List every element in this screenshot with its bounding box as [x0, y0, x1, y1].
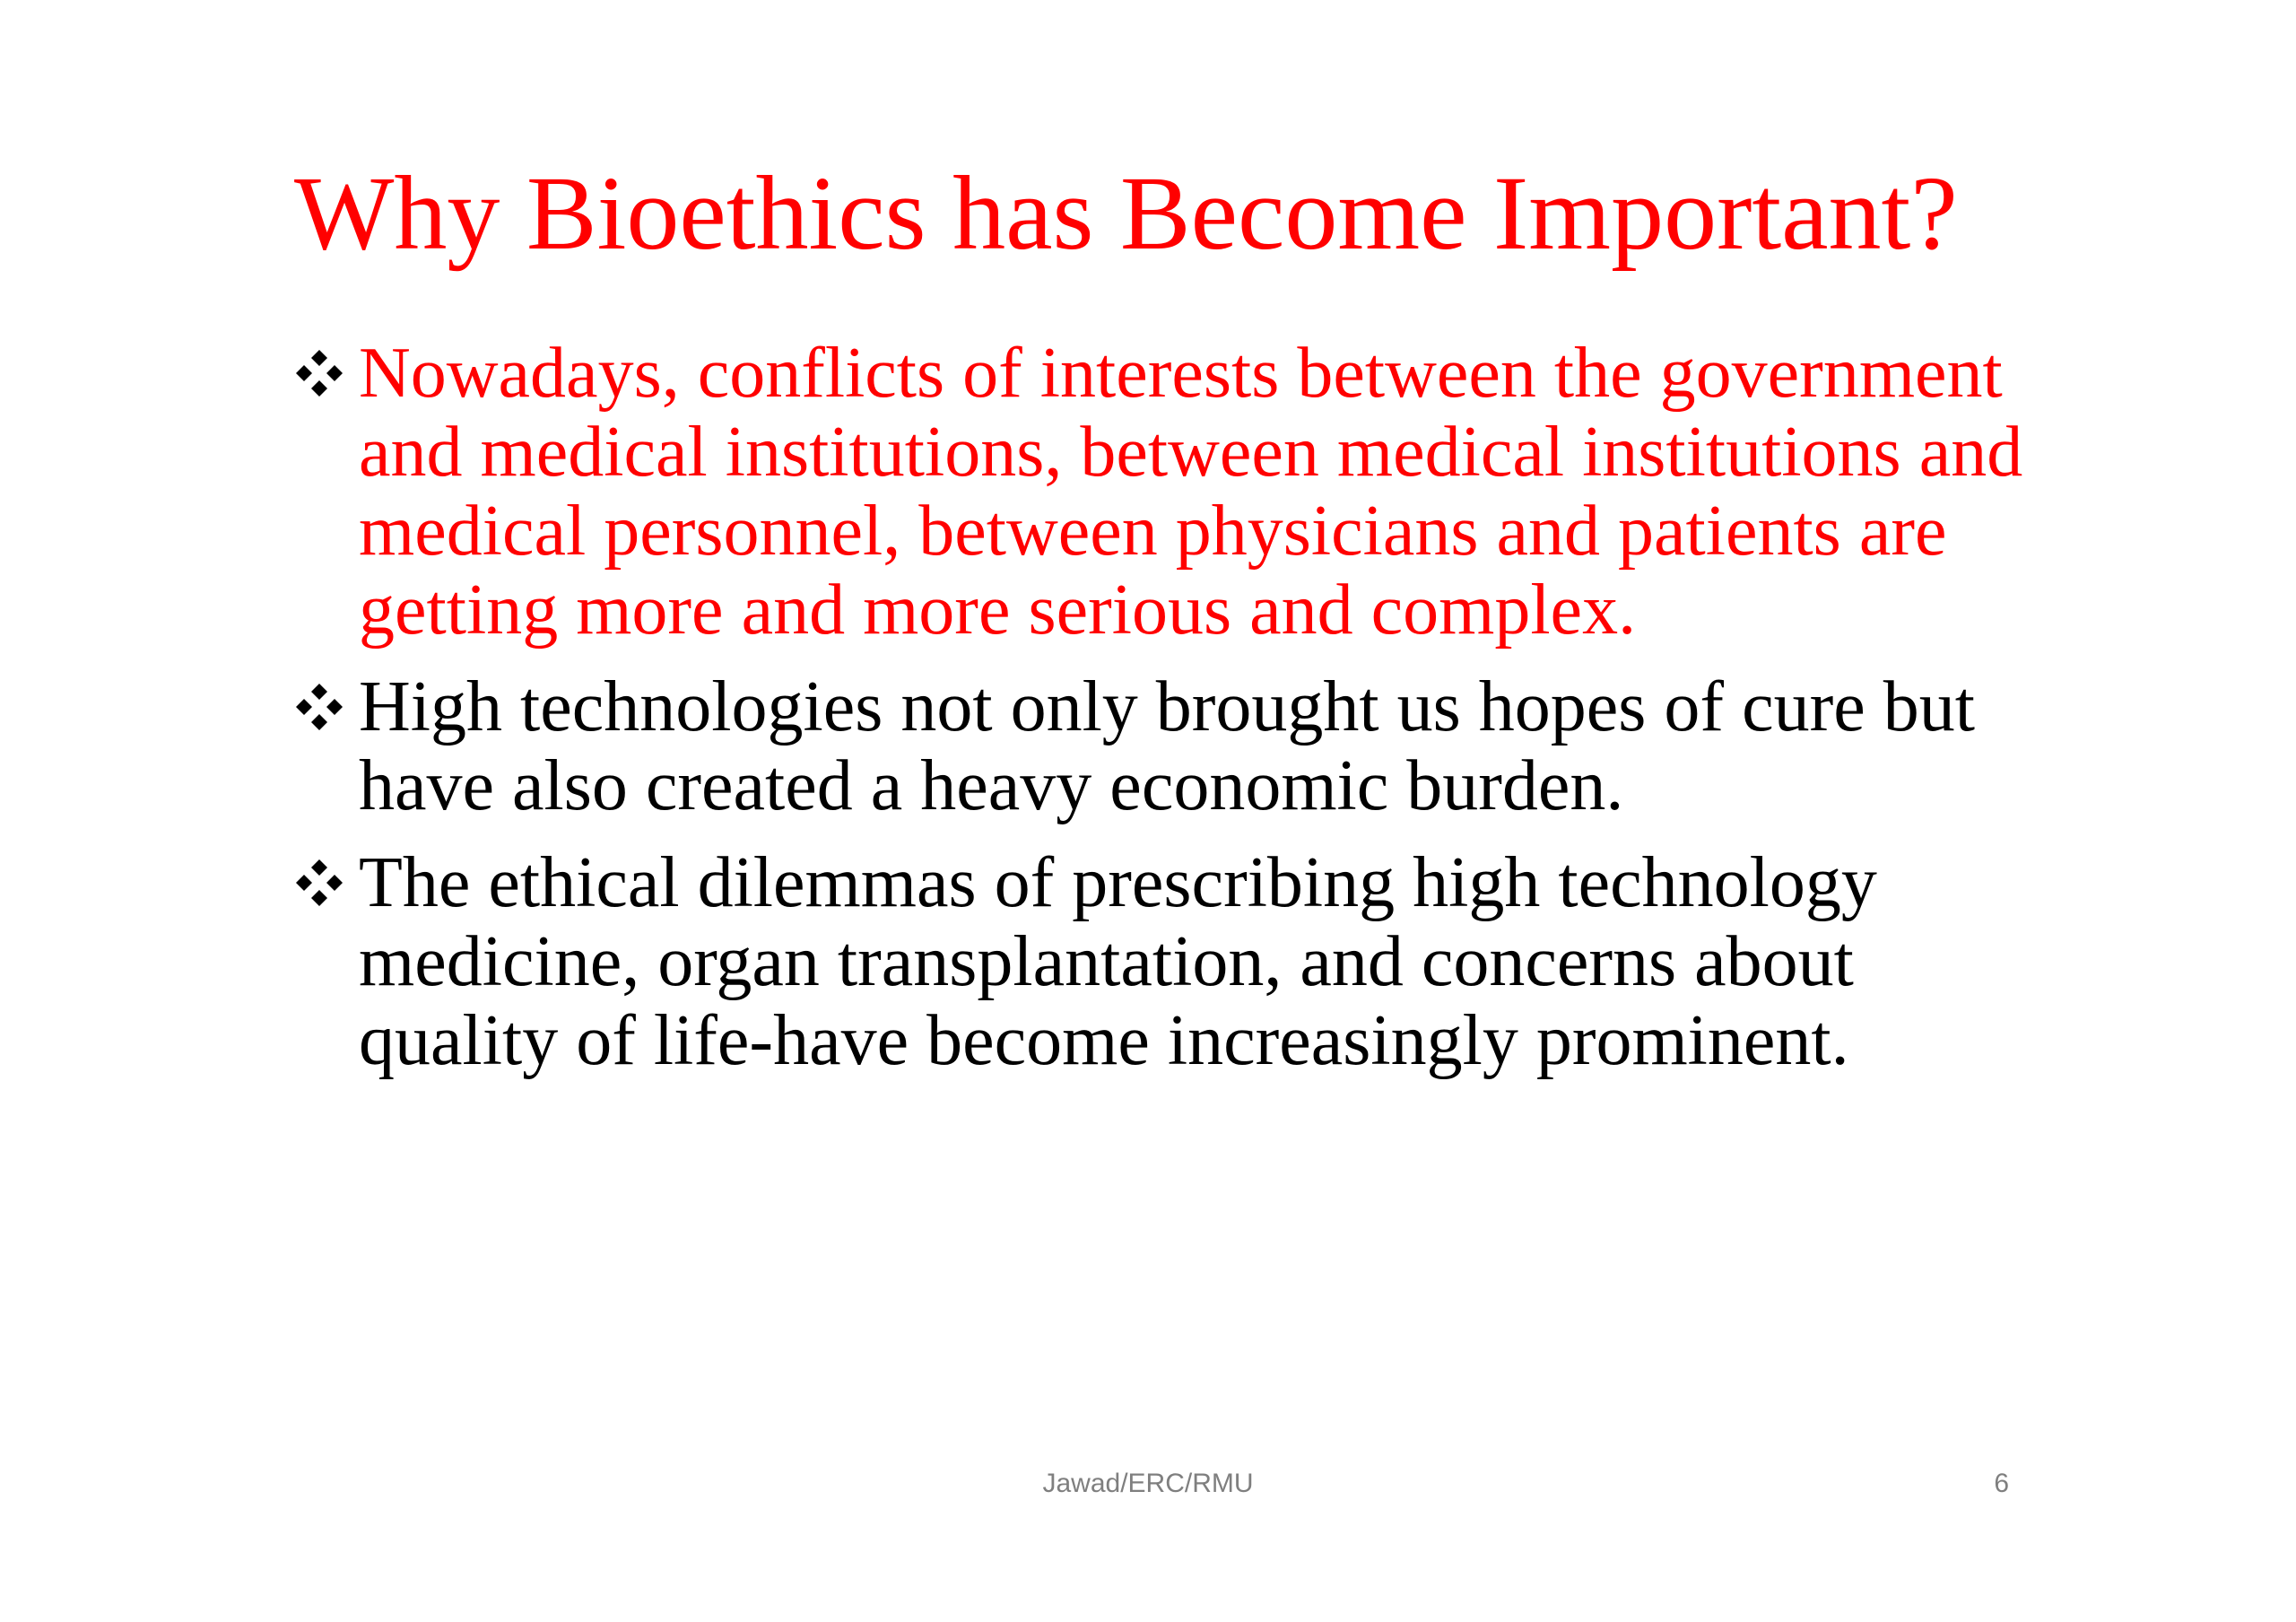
- bullet-text: Nowadays, conflicts of interests between the government and medical institutions, between medical institutions and medical personnel, between physicians and patients are getting more and more serious and complex.: [359, 334, 2023, 650]
- bullet-text: High technologies not only brought us hopes of cure but have also created a heavy economic burden.: [359, 667, 1975, 825]
- four-diamond-icon: [287, 682, 352, 732]
- bullet-item: [287, 334, 2045, 650]
- four-diamond-icon: [287, 348, 352, 398]
- bullet-text: The ethical dilemmas of prescribing high technology medicine, organ transplantation, and concerns about quality of life-have become increasingly prominent.: [359, 843, 1877, 1080]
- slide-title: Why Bioethics has Become Important?: [294, 154, 1958, 272]
- bullet-item: [287, 843, 2045, 1080]
- bullet-item: [287, 667, 2045, 825]
- footer-text: Jawad/ERC/RMU: [1042, 1469, 1254, 1498]
- four-diamond-icon: [287, 858, 352, 908]
- bullet-list: [287, 334, 2045, 1080]
- page-number: 6: [1994, 1469, 2009, 1498]
